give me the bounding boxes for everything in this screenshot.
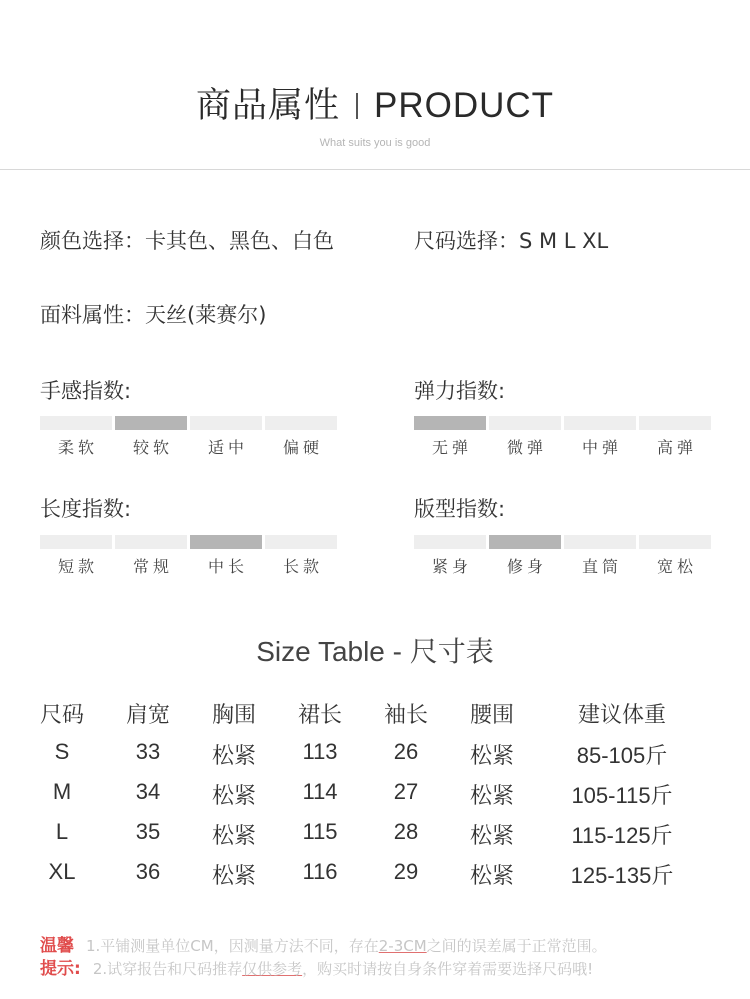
feel-bar (115, 416, 187, 430)
tip-line-2 (40, 954, 593, 979)
table-cell: 29 (393, 859, 419, 884)
feel-bar (190, 416, 262, 430)
fit-option: 宽松 (656, 557, 697, 576)
table-cell: 113 (302, 739, 338, 764)
title-en: PRODUCT (373, 86, 555, 125)
feel-index-title: 手感指数: (40, 379, 132, 403)
table-cell: 33 (135, 739, 161, 764)
tip-label-1: 温馨 (40, 936, 74, 956)
table-cell: 85-105斤 (576, 743, 668, 768)
table-row (0, 779, 750, 815)
feel-bar (265, 416, 337, 430)
length-option: 常规 (132, 557, 173, 576)
table-header-cell: 建议体重 (577, 703, 667, 728)
page-title (0, 78, 750, 128)
fit-option: 紧身 (431, 557, 472, 576)
table-cell: 松紧 (211, 864, 257, 889)
fit-index-bars (414, 535, 711, 549)
table-cell: 36 (135, 859, 161, 884)
color-attribute: 颜色选择：卡其色、黑色、白色 (40, 229, 334, 253)
tip-text-2-underlined: 仅供参考 (242, 960, 303, 978)
table-header-cell: 袖长 (383, 703, 429, 728)
table-cell: 松紧 (469, 784, 515, 809)
table-cell: 松紧 (211, 824, 257, 849)
table-header-cell: 胸围 (211, 703, 257, 728)
elasticity-index-bars (414, 416, 711, 430)
table-cell: 114 (302, 779, 338, 804)
table-header-cell: 尺码 (39, 703, 85, 728)
length-option: 中长 (207, 557, 248, 576)
fit-bar (564, 535, 636, 549)
length-index-labels (40, 554, 337, 577)
tip-text-1b: 之间的误差属于正常范围。 (426, 937, 607, 955)
length-index-title: 长度指数: (40, 497, 132, 521)
elasticity-option: 微弹 (506, 438, 547, 457)
size-table-title (0, 630, 750, 670)
length-bar (190, 535, 262, 549)
fit-option: 直筒 (581, 557, 622, 576)
feel-bar (40, 416, 112, 430)
table-cell: 27 (393, 779, 419, 804)
elasticity-bar (414, 416, 486, 430)
feel-index-labels (40, 435, 337, 458)
table-row (0, 819, 750, 855)
table-cell: 26 (393, 739, 419, 764)
feel-option: 较软 (132, 438, 173, 457)
tip-text-2a: 2.试穿报告和尺码推荐 (92, 960, 243, 978)
table-cell: 松紧 (211, 784, 257, 809)
page-subtitle: What suits you is good (319, 137, 431, 149)
feel-option: 适中 (207, 438, 248, 457)
table-cell: 松紧 (469, 744, 515, 769)
title-divider (356, 93, 358, 119)
tip-text-1a: 1.平铺测量单位CM，因测量方法不同，存在 (86, 937, 379, 955)
table-cell: 116 (302, 859, 338, 884)
table-cell: L (55, 819, 69, 844)
fit-index-labels (414, 554, 711, 577)
elasticity-index-title: 弹力指数: (414, 379, 506, 403)
fit-bar (639, 535, 711, 549)
table-header-cell: 肩宽 (125, 703, 171, 728)
feel-option: 柔软 (57, 438, 98, 457)
table-cell: 松紧 (469, 864, 515, 889)
tip-text-2b: ，购买时请按自身条件穿着需要选择尺码哦! (302, 960, 594, 978)
table-cell: M (52, 779, 72, 804)
fit-option: 修身 (506, 557, 547, 576)
table-cell: 35 (135, 819, 161, 844)
table-row (0, 739, 750, 775)
fabric-attribute: 面料属性：天丝(莱赛尔) (40, 303, 267, 327)
table-cell: 34 (135, 779, 161, 804)
feel-index-bars (40, 416, 337, 430)
length-bar (40, 535, 112, 549)
elasticity-index-labels (414, 435, 711, 458)
table-header-row (0, 698, 750, 734)
fit-bar (414, 535, 486, 549)
length-option: 短款 (57, 557, 98, 576)
title-cn: 商品属性 (195, 86, 340, 126)
table-cell: 115 (302, 819, 338, 844)
tip-label-2: 提示: (40, 959, 81, 979)
table-cell: 松紧 (211, 744, 257, 769)
elasticity-bar (564, 416, 636, 430)
size-table-title-cn: 尺寸表 (409, 635, 494, 668)
header-divider (0, 169, 750, 170)
elasticity-option: 无弹 (431, 438, 472, 457)
length-index-bars (40, 535, 337, 549)
feel-option: 偏硬 (282, 438, 323, 457)
table-cell: 125-135斤 (570, 863, 674, 888)
length-bar (265, 535, 337, 549)
size-table-title-en: Size Table - (256, 636, 410, 667)
tip-text-1-underlined: 2-3CM (378, 937, 427, 955)
table-row (0, 859, 750, 895)
table-cell: 115-125斤 (571, 823, 673, 848)
elasticity-bar (489, 416, 561, 430)
table-cell: 105-115斤 (571, 783, 673, 808)
table-cell: S (54, 739, 70, 764)
elasticity-option: 中弹 (581, 438, 622, 457)
fit-index-title: 版型指数: (414, 497, 506, 521)
table-cell: 松紧 (469, 824, 515, 849)
length-option: 长款 (282, 557, 323, 576)
tip-line-1 (40, 931, 607, 956)
table-cell: 28 (393, 819, 419, 844)
table-cell: XL (48, 859, 76, 884)
table-header-cell: 裙长 (297, 703, 343, 728)
table-header-cell: 腰围 (469, 703, 515, 728)
size-attribute: 尺码选择：S M L XL (414, 229, 609, 253)
elasticity-bar (639, 416, 711, 430)
fit-bar (489, 535, 561, 549)
elasticity-option: 高弹 (656, 438, 697, 457)
length-bar (115, 535, 187, 549)
